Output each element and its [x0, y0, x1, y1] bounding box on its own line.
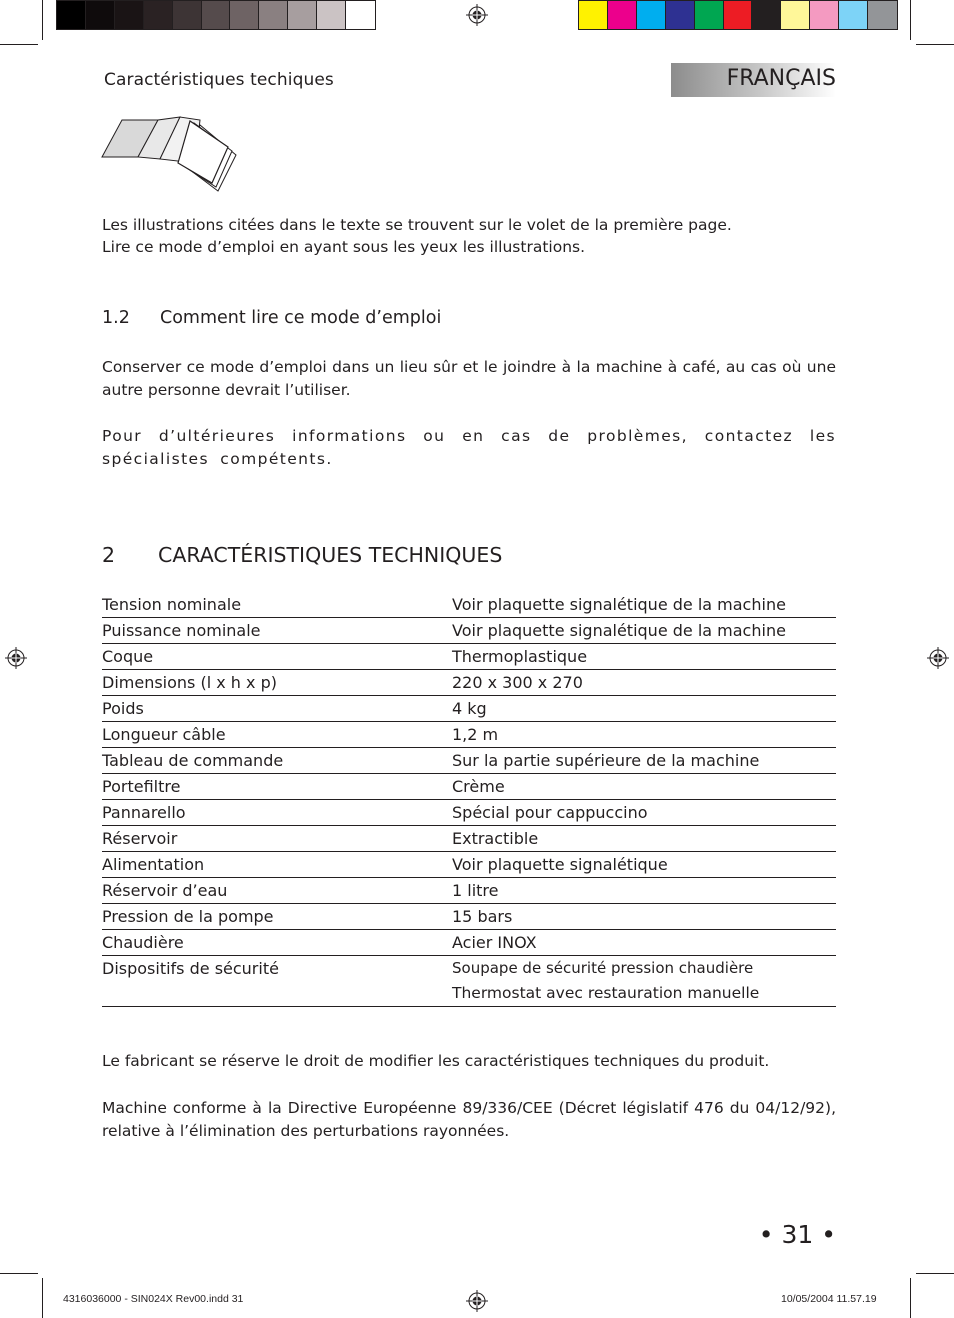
- registration-mark-icon: [466, 4, 488, 26]
- intro-line-2: Lire ce mode d’emploi en ayant sous les yeux les illustrations.: [102, 238, 586, 256]
- spec-label: Longueur câble: [102, 722, 452, 748]
- color-swatch: [144, 1, 173, 29]
- table-row: [102, 774, 836, 800]
- spec-value: [452, 722, 836, 748]
- spec-value-text: 15 bars: [452, 907, 513, 926]
- spec-label: Tension nominale: [102, 592, 452, 618]
- table-row: [102, 878, 836, 904]
- spec-label: Pression de la pompe: [102, 904, 452, 930]
- spec-value: [452, 852, 836, 878]
- color-swatch: [317, 1, 346, 29]
- spec-value-text: 1,2 m: [452, 725, 499, 744]
- spec-label: Pannarello: [102, 800, 452, 826]
- spec-value-text: Thermoplastique: [452, 647, 588, 666]
- spec-value: [452, 956, 836, 1007]
- chapter-heading: [102, 543, 502, 567]
- spec-label: Portefiltre: [102, 774, 452, 800]
- spec-label: Poids: [102, 696, 452, 722]
- color-swatch: [230, 1, 259, 29]
- paragraph: Conserver ce mode d’emploi dans un lieu sûr et le joindre à la machine à café, au cas où une autre personne devrait l’utiliser.: [102, 358, 836, 399]
- spec-value: [452, 748, 836, 774]
- color-swatch: [259, 1, 288, 29]
- table-row: [102, 670, 836, 696]
- color-swatch: [608, 1, 637, 29]
- spec-value: [452, 930, 836, 956]
- color-swatch: [346, 1, 375, 29]
- crop-mark: [916, 1273, 954, 1274]
- table-row: [102, 592, 836, 618]
- registration-mark-icon: [5, 647, 27, 669]
- language-label: FRANÇAIS: [726, 66, 836, 91]
- color-swatch: [86, 1, 115, 29]
- spec-label: Coque: [102, 644, 452, 670]
- footer-file-info: 4316036000 - SIN024X Rev00.indd 31: [63, 1293, 244, 1305]
- color-swatch: [666, 1, 695, 29]
- table-row: [102, 852, 836, 878]
- spec-value-text: Thermostat avec restauration manuelle: [452, 984, 760, 1002]
- spec-value-text: Voir plaquette signalétique: [452, 855, 668, 874]
- spec-value-text: Voir plaquette signalétique de la machine: [452, 621, 786, 640]
- paragraph: Pour d’ultérieures informations ou en cas de problèmes, contactez les spécialistes compétents.: [102, 427, 836, 468]
- crop-mark: [916, 44, 954, 45]
- directive-note: Machine conforme à la Directive Européenne 89/336/CEE (Décret législatif 476 du 04/12/92), relative à l’élimination des perturbations rayonnées.: [102, 1099, 836, 1140]
- chapter-number: 2: [102, 543, 116, 567]
- color-swatch: [202, 1, 231, 29]
- color-swatch: [288, 1, 317, 29]
- color-swatch-bar: [578, 0, 898, 30]
- table-row: [102, 826, 836, 852]
- crop-mark: [42, 0, 43, 40]
- color-swatch: [173, 1, 202, 29]
- color-swatch: [579, 1, 608, 29]
- language-tab: [671, 63, 836, 97]
- folded-leaflet-icon: [100, 115, 240, 195]
- spec-label: Chaudière: [102, 930, 452, 956]
- intro-line-1: Les illustrations citées dans le texte se trouvent sur le volet de la première page.: [102, 216, 732, 234]
- spec-label: Dispositifs de sécurité: [102, 956, 452, 1007]
- spec-label: Puissance nominale: [102, 618, 452, 644]
- crop-mark: [42, 1278, 43, 1318]
- color-swatch: [752, 1, 781, 29]
- spec-value: [452, 800, 836, 826]
- spec-value: [452, 904, 836, 930]
- page-number: • 31 •: [758, 1220, 836, 1249]
- spec-value-text: Extractible: [452, 829, 539, 848]
- table-row: [102, 904, 836, 930]
- specs-table: [102, 592, 836, 1007]
- table-row: [102, 618, 836, 644]
- section-heading: [102, 308, 441, 328]
- color-swatch: [810, 1, 839, 29]
- grayscale-swatch-bar: [56, 0, 376, 30]
- spec-value: [452, 592, 836, 618]
- section-title: Comment lire ce mode d’emploi: [160, 308, 442, 328]
- section-number: 1.2: [102, 308, 130, 328]
- color-swatch: [115, 1, 144, 29]
- spec-value-text: Sur la partie supérieure de la machine: [452, 751, 760, 770]
- color-swatch: [781, 1, 810, 29]
- spec-label: Réservoir d’eau: [102, 878, 452, 904]
- spec-value-text: 220 x 300 x 270: [452, 673, 583, 692]
- spec-value-text: 4 kg: [452, 699, 487, 718]
- color-swatch: [839, 1, 868, 29]
- registration-mark-icon: [466, 1290, 488, 1312]
- crop-mark: [910, 1278, 911, 1318]
- registration-mark-icon: [927, 647, 949, 669]
- spec-value-text: Crème: [452, 777, 505, 796]
- spec-value-text: Voir plaquette signalétique de la machine: [452, 595, 786, 614]
- spec-value: [452, 618, 836, 644]
- table-row: [102, 696, 836, 722]
- spec-label: Tableau de commande: [102, 748, 452, 774]
- crop-mark: [0, 44, 38, 45]
- color-swatch: [724, 1, 753, 29]
- table-row: [102, 800, 836, 826]
- color-swatch: [868, 1, 897, 29]
- color-swatch: [637, 1, 666, 29]
- spec-label: Dimensions (l x h x p): [102, 670, 452, 696]
- table-row: [102, 748, 836, 774]
- spec-label: Réservoir: [102, 826, 452, 852]
- spec-value: [452, 670, 836, 696]
- spec-value-text: 1 litre: [452, 881, 499, 900]
- crop-mark: [0, 1273, 38, 1274]
- manufacturer-note: Le fabricant se réserve le droit de modifier les caractéristiques techniques du produit.: [102, 1052, 770, 1070]
- footer-timestamp: 10/05/2004 11.57.19: [781, 1293, 877, 1305]
- chapter-title: CARACTÉRISTIQUES TECHNIQUES: [158, 543, 503, 567]
- spec-label: Alimentation: [102, 852, 452, 878]
- color-swatch: [695, 1, 724, 29]
- running-header: Caractéristiques techiques: [104, 70, 334, 90]
- spec-value-text: Acier INOX: [452, 933, 537, 952]
- table-row: [102, 930, 836, 956]
- table-row: [102, 956, 836, 1007]
- table-row: [102, 644, 836, 670]
- table-row: [102, 722, 836, 748]
- crop-mark: [910, 0, 911, 40]
- spec-value-text: Spécial pour cappuccino: [452, 803, 648, 822]
- spec-value-text: Soupape de sécurité pression chaudière: [452, 959, 754, 977]
- spec-value: [452, 878, 836, 904]
- spec-value: [452, 774, 836, 800]
- spec-value: [452, 696, 836, 722]
- spec-value: [452, 644, 836, 670]
- spec-value: [452, 826, 836, 852]
- color-swatch: [57, 1, 86, 29]
